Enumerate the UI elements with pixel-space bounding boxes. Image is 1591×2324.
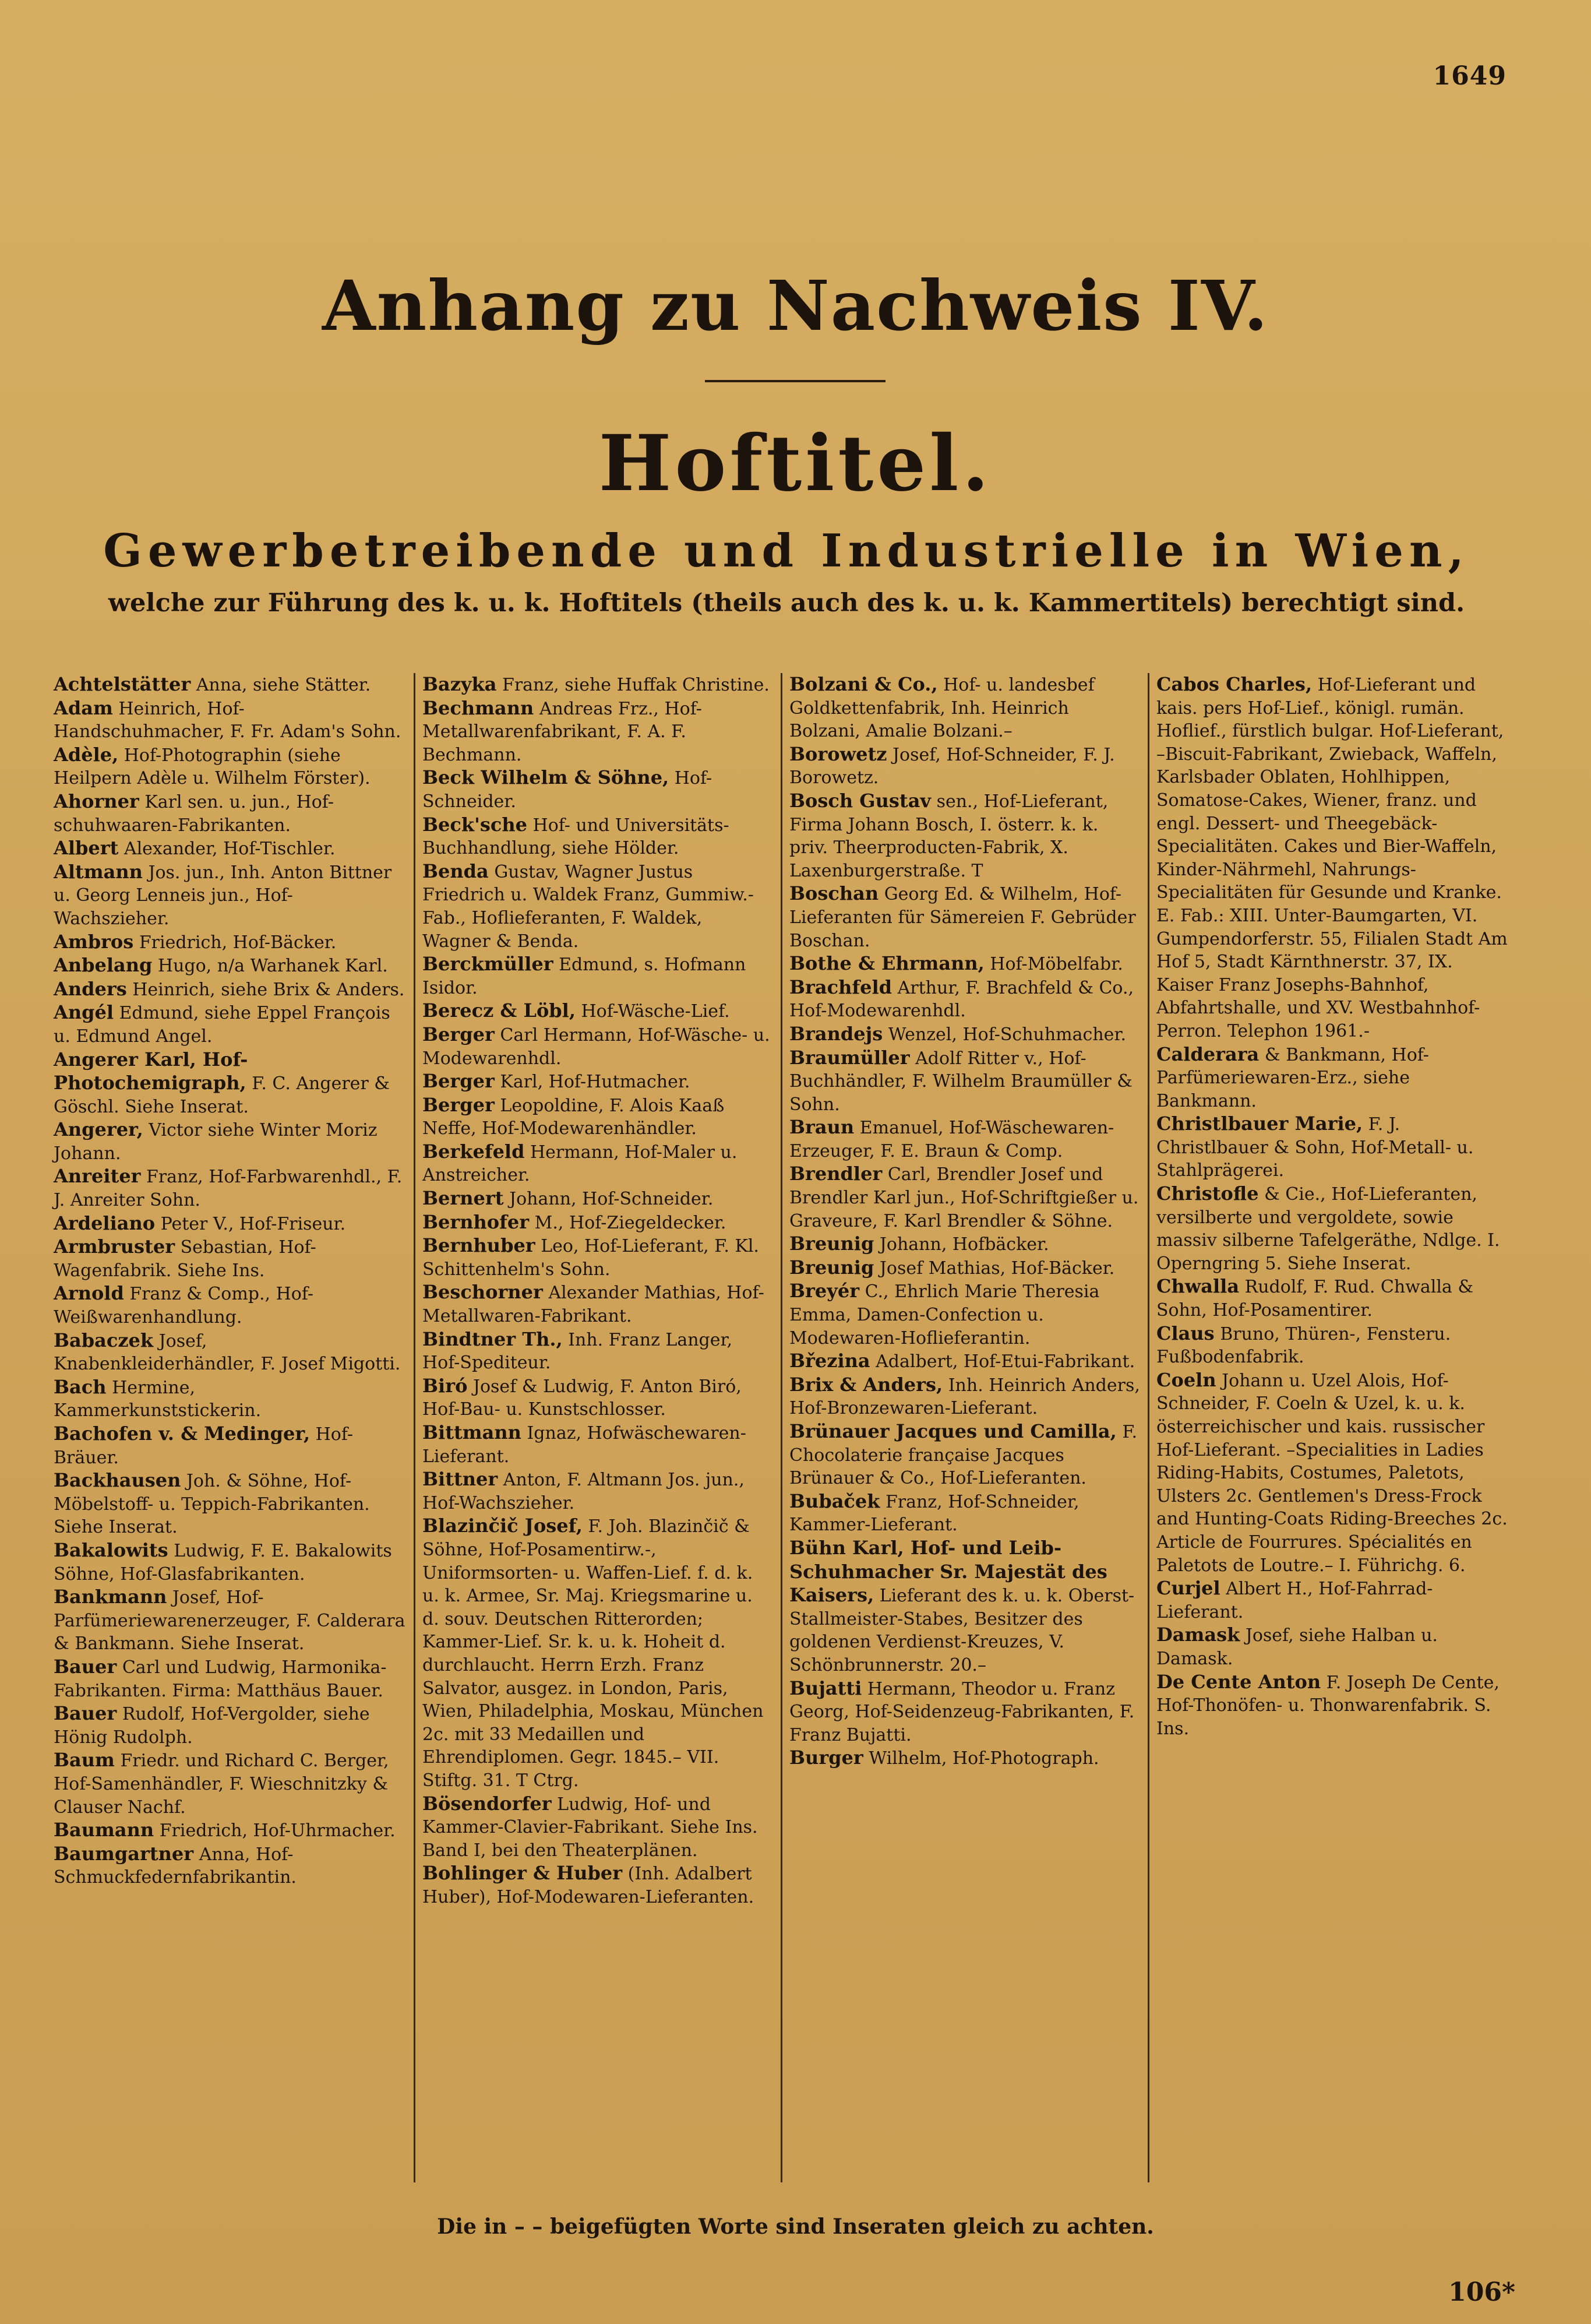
entry-name: Coeln [1156, 1368, 1216, 1391]
directory-entry [1156, 1671, 1508, 1741]
directory-entry [422, 1211, 774, 1235]
entry-name: Christlbauer Marie, [1156, 1112, 1363, 1135]
entry-name: Angerer, [54, 1118, 143, 1141]
directory-entry [54, 978, 407, 1002]
entry-description: F. Chocolaterie française Jacques Brünauer & Co., Hof-Lieferanten. [789, 1422, 1137, 1489]
entry-name: Bernhuber [422, 1234, 535, 1257]
entry-description: Friedrich, Hof-Uhrmacher. [159, 1821, 396, 1841]
directory-entry [54, 697, 407, 744]
entry-name: Calderara [1156, 1043, 1260, 1065]
entry-description: Alexander Mathias, Hof-Metallwaren-Fabrikant. [422, 1283, 764, 1327]
directory-entry [54, 1118, 407, 1165]
entry-name: Březina [789, 1350, 870, 1372]
entry-name: Brandejs [789, 1022, 883, 1045]
entry-name: Biró [422, 1374, 468, 1397]
directory-entry [789, 1374, 1141, 1420]
entry-name: Brünauer Jacques und Camilla, [789, 1420, 1117, 1442]
entry-description: Josef, siehe Halban u. Damask. [1156, 1625, 1438, 1669]
entry-description: Hermine, Kammerkunststickerin. [54, 1377, 262, 1421]
entry-description: Lieferant des k. u. k. Oberst-Stallmeister-Stabes, Besitzer des goldenen Verdienst-Kreuzes, V. Schönbrunnerstr. 20.– [789, 1586, 1135, 1675]
directory-entry [789, 1420, 1141, 1490]
entry-name: Bernhofer [422, 1210, 530, 1233]
subtitle: Gewerbetreibende und Industrielle in Wien, [103, 524, 1470, 578]
entry-description: Friedrich, Hof-Bäcker. [139, 932, 337, 953]
entry-description: Rudolf, F. Rud. Chwalla & Sohn, Hof-Posamentirer. [1156, 1277, 1474, 1321]
entry-description: Alexander, Hof-Tischler. [124, 839, 336, 860]
entry-description: & Cie., Hof-Lieferanten, versilberte und vergoldete, sowie massiv silberne Tafelgeräthe, Ndlge. I. Operngring 5. Siehe Inserat. [1156, 1184, 1500, 1274]
entry-description: M., Hof-Ziegeldecker. [534, 1212, 726, 1233]
directory-entry [54, 1329, 407, 1376]
entry-name: Angél [54, 1001, 114, 1024]
directory-entry [422, 697, 774, 767]
directory-entry [789, 673, 1141, 743]
directory-entry [54, 1235, 407, 1282]
entry-description: Inh. Heinrich Anders, Hof-Bronzewaren-Lieferant. [789, 1375, 1140, 1419]
directory-entry [789, 743, 1141, 790]
entry-description: Hof- und Universitäts-Buchhandlung, siehe Hölder. [422, 815, 729, 859]
entry-description: Anna, Hof-Schmuckfedernfabrikantin. [54, 1844, 297, 1888]
directory-entry [1156, 1369, 1508, 1577]
directory-entry [54, 744, 407, 790]
entry-name: Braumüller [789, 1046, 910, 1069]
directory-entry [1156, 1624, 1508, 1670]
entry-name: Baumgartner [54, 1842, 194, 1865]
entry-description: Victor siehe Winter Moriz Johann. [54, 1120, 378, 1164]
entry-name: Baumann [54, 1819, 154, 1841]
entry-name: Adèle, [54, 743, 119, 766]
entry-description: Edmund, siehe Eppel François u. Edmund Angel. [54, 1003, 390, 1047]
directory-entry [54, 1843, 407, 1889]
entry-description: Anna, siehe Stätter. [196, 675, 371, 695]
entry-name: Bankmann [54, 1586, 167, 1608]
directory-entry [422, 860, 774, 953]
entry-name: Cabos Charles, [1156, 673, 1313, 695]
entry-name: Breunig [789, 1233, 874, 1255]
entry-description: Ignaz, Hofwäschewaren-Lieferant. [422, 1423, 746, 1467]
directory-entry [54, 861, 407, 931]
entry-name: Bothe & Ehrmann, [789, 952, 985, 975]
entry-name: Bachofen v. & Medinger, [54, 1422, 311, 1445]
entry-description: Joh. & Söhne, Hof-Möbelstoff- u. Teppich-Fabrikanten. Siehe Inserat. [54, 1471, 370, 1538]
directory-entry [1156, 1112, 1508, 1182]
entry-name: Bohlinger & Huber [422, 1862, 623, 1885]
entry-name: Bechmann [422, 696, 534, 719]
entry-description: sen., Hof-Lieferant, Firma Johann Bosch, I. österr. k. k. priv. Theerproducten-Fabrik, X. Laxenburgerstraße. T [789, 791, 1109, 881]
entry-name: Ambros [54, 930, 134, 953]
entry-name: Bühn Karl, Hof- und Leib-Schuhmacher Sr. Majestät des Kaisers, [789, 1536, 1107, 1607]
entry-description: Leopoldine, F. Alois Kaaß Neffe, Hof-Modewarenhändler. [422, 1095, 725, 1139]
entry-description: Franz, Hof-Schneider, Kammer-Lieferant. [789, 1491, 1080, 1536]
entry-description: Josef, Hof-Schneider, F. J. Borowetz. [789, 744, 1115, 788]
directory-entry [789, 882, 1141, 952]
entry-name: Bujatti [789, 1677, 862, 1699]
entry-description: Heinrich, siehe Brix & Anders. [132, 979, 405, 1000]
entry-name: Berecz & Löbl, [422, 999, 576, 1022]
main-title: Anhang zu Nachweis IV. [322, 265, 1269, 346]
directory-entry [54, 1376, 407, 1422]
entry-description: C., Ehrlich Marie Theresia Emma, Damen-Confection u. Modewaren-Hoflieferantin. [789, 1281, 1100, 1348]
entry-name: Babaczek [54, 1329, 154, 1351]
entry-name: Backhausen [54, 1469, 181, 1492]
entry-description: Sebastian, Hof-Wagenfabrik. Siehe Ins. [54, 1237, 316, 1281]
directory-entry [422, 953, 774, 999]
directory-entry [422, 673, 774, 697]
entry-description: F. C. Angerer & Göschl. Siehe Inserat. [54, 1073, 390, 1117]
directory-entry [54, 1048, 407, 1119]
entry-description: Hof-Lieferant und kais. pers Hof-Lief., königl. rumän. Hoflief., fürstlich bulgar. Hof-Lieferant, –Biscuit-Fabrikant, Zwieback, Waffeln, Karlsbader Oblaten, Hohlhippen, Somatose-Cakes, Wiener, franz. und engl. Dessert- und Theegebäck-Specialitäten. Cakes und Bier-Waffeln, Kinder-Nährmehl, Nahrungs-Specialitäten für Gesunde und Kranke. E. Fab.: XIII. Unter-Baumgarten, VI. Gumpendorferstr. 55, Filialen Stadt Am Hof 5, Stadt Kärnthnerstr. 37, IX. Kaiser Franz Josephs-Bahnhof, Abfahrtshalle, und XV. Westbahnhof-Perron. Telephon 1961.- [1156, 675, 1508, 1041]
entry-description: Josef Mathias, Hof-Bäcker. [879, 1258, 1115, 1279]
directory-entry [1156, 673, 1508, 1043]
entry-description: Hermann, Theodor u. Franz Georg, Hof-Seidenzeug-Fabrikanten, F. Franz Bujatti. [789, 1678, 1135, 1745]
entry-name: Beschorner [422, 1281, 543, 1304]
entry-description: Albert H., Hof-Fahrrad-Lieferant. [1156, 1579, 1433, 1622]
entry-name: Bazyka [422, 673, 497, 695]
entry-name: Bittner [422, 1468, 498, 1491]
directory-entry [1156, 1182, 1508, 1275]
entry-name: Berger [422, 1023, 495, 1045]
directory-entry [422, 1281, 774, 1328]
entry-description: Arthur, F. Brachfeld & Co., Hof-Modewarenhdl. [789, 977, 1134, 1022]
entry-name: Bubaček [789, 1490, 880, 1512]
entry-description: Carl, Brendler Josef und Brendler Karl jun., Hof-Schriftgießer u. Graveure, F. Karl Brendler & Söhne. [789, 1164, 1139, 1231]
directory-entry [54, 1282, 407, 1329]
entry-name: Curjel [1156, 1577, 1220, 1600]
entry-name: Bösendorfer [422, 1792, 552, 1815]
entry-name: Albert [54, 837, 119, 860]
entry-description: Hermann, Hof-Maler u. Anstreicher. [422, 1142, 738, 1186]
entry-description: Hof-Möbelfabr. [990, 954, 1123, 975]
directory-entry [54, 1586, 407, 1656]
directory-entry [422, 1140, 774, 1187]
directory-entry [789, 1350, 1141, 1374]
entry-description: Friedr. und Richard C. Berger, Hof-Samenhändler, F. Wieschnitzky & Clauser Nachf. [54, 1751, 389, 1818]
directory-entry [422, 999, 774, 1023]
directory-entry [54, 1819, 407, 1843]
directory-entry [789, 976, 1141, 1023]
entry-description: F. Joseph De Cente, Hof-Thonöfen- u. Thonwarenfabrik. S. Ins. [1156, 1672, 1500, 1739]
directory-entry [422, 1421, 774, 1468]
directory-entry [54, 1749, 407, 1819]
entry-description: Johann u. Uzel Alois, Hof-Schneider, F. Coeln & Uzel, k. u. k. österreichischer und kais. russischer Hof-Lieferant. –Specialities in Ladies Riding-Habits, Costumes, Paletots, Ulsters 2c. Gentlemen's Dress-Frock and Hunting-Coats Riding-Breeches 2c. Article de Fourrures. Spécialités en Paletots de Loutre.– I. Führichg. 6. [1156, 1370, 1508, 1576]
entry-description: Edmund, s. Hofmann Isidor. [422, 955, 746, 998]
directory-entry [422, 814, 774, 860]
entry-name: Claus [1156, 1322, 1215, 1344]
entry-name: Berkefeld [422, 1140, 525, 1163]
entry-description: Hugo, n/a Warhanek Karl. [157, 956, 388, 977]
entry-name: Braun [789, 1116, 855, 1139]
directory-entry [422, 1328, 774, 1375]
entry-name: Bauer [54, 1655, 117, 1678]
entry-name: Bernert [422, 1187, 504, 1210]
entry-description: Carl Hermann, Hof-Wäsche- u. Modewarenhdl. [422, 1024, 770, 1069]
directory-entry [422, 1234, 774, 1281]
entry-description: Inh. Franz Langer, Hof-Spediteur. [422, 1329, 733, 1374]
entry-description: Leo, Hof-Lieferant, F. Kl. Schittenhelm's Sohn. [422, 1236, 759, 1280]
entry-name: Anbelang [54, 954, 153, 977]
entry-name: Berger [422, 1070, 495, 1093]
directory-entry [422, 1468, 774, 1515]
directory-column [414, 673, 781, 2182]
entry-description: Carl und Ludwig, Harmonika-Fabrikanten. Firma: Matthäus Bauer. [54, 1657, 387, 1701]
entry-name: Borowetz [789, 742, 887, 765]
entry-description: Johann, Hof-Schneider. [509, 1189, 714, 1210]
entry-name: Anreiter [54, 1165, 141, 1188]
entry-name: Ahorner [54, 790, 139, 812]
directory-entry [789, 1047, 1141, 1117]
entry-name: Blazinčič Josef, [422, 1515, 583, 1537]
entry-name: Bakalowits [54, 1538, 168, 1561]
entry-name: Anders [54, 977, 127, 1000]
directory-entry [54, 931, 407, 955]
entry-name: Altmann [54, 860, 143, 883]
entry-description: Wilhelm, Hof-Photograph. [869, 1748, 1099, 1769]
footer-note: Die in – – beigefügten Worte sind Inseraten gleich zu achten. [437, 2214, 1154, 2239]
entry-name: Armbruster [54, 1235, 175, 1258]
directory-column [781, 673, 1148, 2182]
entry-description: Josef & Ludwig, F. Anton Biró, Hof-Bau- u. Kunstschlosser. [422, 1376, 742, 1420]
entry-name: Bindtner Th., [422, 1328, 563, 1350]
directory-entry [789, 1677, 1141, 1747]
directory-entry [422, 1793, 774, 1862]
entry-name: Bosch Gustav [789, 789, 932, 812]
entry-name: Berger [422, 1093, 495, 1116]
entry-description: Franz, Hof-Farbwarenhdl., F. J. Anreiter Sohn. [54, 1167, 403, 1211]
directory-entry [422, 766, 774, 813]
entry-description: F. Joh. Blazinčič & Söhne, Hof-Posamentirw.-, Uniformsorten- u. Waffen-Lief. f. d. k. u. k. Armee, Sr. Maj. Kriegsmarine u. d. souv. Deutschen Ritterorden; Kammer-Lief. Sr. k. u. k. Hoheit d. durchlaucht. Herrn Erzh. Franz Salvator, ausgez. in London, Paris, Wien, Philadelphia, Moskau, München 2c. mit 33 Medaillen und Ehrendiplomen. Gegr. 1845.– VII. Stiftg. 31. T Ctrg. [422, 1516, 764, 1791]
directory-entry [422, 1862, 774, 1909]
directory-column [1148, 673, 1515, 2182]
entry-description: Heinrich, Hof-Handschuhmacher, F. Fr. Adam's Sohn. [54, 698, 401, 742]
title-divider [705, 380, 886, 382]
entry-name: Bauer [54, 1702, 117, 1725]
directory-column [47, 673, 414, 2182]
entry-name: Brachfeld [789, 976, 892, 998]
entry-description: Wenzel, Hof-Schuhmacher. [888, 1024, 1126, 1045]
entry-name: Bittmann [422, 1421, 521, 1443]
entry-name: Berckmüller [422, 953, 553, 976]
entry-description: Bruno, Thüren-, Fensteru. Fußbodenfabrik. [1156, 1323, 1451, 1368]
directory-entry [54, 1469, 407, 1539]
entry-name: Boschan [789, 882, 879, 905]
entry-description: Johann, Hofbäcker. [879, 1234, 1049, 1255]
section-title: Hoftitel. [598, 418, 993, 509]
directory-entry [54, 1702, 407, 1749]
page-number: 1649 [1433, 61, 1507, 91]
entry-description: Josef, Hof-Parfümeriewarenerzeuger, F. Calderara & Bankmann. Siehe Inserat. [54, 1587, 405, 1654]
entry-name: De Cente Anton [1156, 1670, 1321, 1693]
entry-description: Hof-Photographin (siehe Heilpern Adèle u. Wilhelm Förster). [54, 745, 371, 789]
directory-entry [789, 790, 1141, 882]
directory-entry [422, 1070, 774, 1094]
directory-entry [789, 1490, 1141, 1537]
directory-entry [1156, 1043, 1508, 1113]
entry-name: Breyér [789, 1280, 860, 1302]
entry-name: Brendler [789, 1163, 883, 1185]
entry-name: Brix & Anders, [789, 1373, 943, 1396]
entry-description: Peter V., Hof-Friseur. [160, 1213, 346, 1234]
directory-entry [789, 1256, 1141, 1280]
entry-name: Christofle [1156, 1182, 1259, 1205]
directory-entry [422, 1023, 774, 1070]
directory-entry [54, 1539, 407, 1586]
entry-description: F. J. Christlbauer & Sohn, Hof-Metall- u. Stahlprägerei. [1156, 1114, 1474, 1181]
entry-name: Ardeliano [54, 1212, 156, 1234]
entry-name: Chwalla [1156, 1275, 1240, 1298]
entry-description: Gustav, Wagner Justus Friedrich u. Waldek Franz, Gummiw.-Fab., Hoflieferanten, F. Waldek, Wagner & Benda. [422, 861, 754, 952]
entry-description: Rudolf, Hof-Vergolder, siehe Hönig Rudolph. [54, 1704, 370, 1748]
entry-description: Andreas Frz., Hof-Metallwarenfabrikant, F. A. F. Bechmann. [422, 698, 702, 765]
directory-entry [789, 952, 1141, 976]
entry-description: (Inh. Adalbert Huber), Hof-Modewaren-Lieferanten. [422, 1864, 754, 1907]
directory-entry [54, 954, 407, 978]
directory-columns [47, 673, 1515, 2182]
entry-name: Angerer Karl, Hof-Photochemigraph, [54, 1048, 248, 1094]
entry-description: Jos. jun., Inh. Anton Bittner u. Georg Lenneis jun., Hof-Wachszieher. [54, 862, 392, 929]
entry-description: Karl, Hof-Hutmacher. [500, 1072, 690, 1093]
entry-description: Ludwig, Hof- und Kammer-Clavier-Fabrikant. Siehe Ins. Band I, bei den Theaterplänen. [422, 1794, 758, 1861]
entry-name: Beck'sche [422, 813, 527, 836]
entry-name: Breunig [789, 1256, 874, 1279]
directory-entry [789, 1233, 1141, 1256]
entry-description: Ludwig, F. E. Bakalowits Söhne, Hof-Glasfabrikanten. [54, 1540, 392, 1584]
entry-description: Hof-Bräuer. [54, 1424, 354, 1468]
entry-name: Bach [54, 1375, 107, 1398]
directory-entry [54, 1656, 407, 1702]
directory-entry [422, 1515, 774, 1792]
tagline: welche zur Führung des k. u. k. Hoftitels (theils auch des k. u. k. Kammertitels) berechtigt sind. [108, 589, 1465, 618]
entry-description: Anton, F. Altmann Jos. jun., Hof-Wachszieher. [422, 1470, 745, 1513]
entry-description: & Bankmann, Hof-Parfümeriewaren-Erz., siehe Bankmann. [1156, 1044, 1429, 1111]
directory-entry [54, 790, 407, 837]
directory-entry [54, 673, 407, 697]
entry-description: Hof- u. landesbef Goldkettenfabrik, Inh. Heinrich Bolzani, Amalie Bolzani.– [789, 675, 1095, 742]
entry-description: Franz & Comp., Hof-Weißwarenhandlung. [54, 1284, 313, 1328]
entry-description: Franz, siehe Huffak Christine. [502, 675, 770, 695]
entry-name: Damask [1156, 1624, 1240, 1646]
entry-name: Bolzani & Co., [789, 673, 938, 695]
directory-entry [54, 1165, 407, 1212]
directory-entry [789, 1746, 1141, 1770]
directory-entry [789, 1280, 1141, 1350]
entry-name: Arnold [54, 1282, 124, 1305]
entry-description: Georg Ed. & Wilhelm, Hof-Lieferanten für Sämereien F. Gebrüder Boschan. [789, 884, 1136, 951]
entry-name: Baum [54, 1749, 115, 1772]
directory-entry [422, 1375, 774, 1421]
entry-description: Emanuel, Hof-Wäschewaren-Erzeuger, F. E. Braun & Comp. [789, 1118, 1114, 1161]
entry-description: Hof-Schneider. [422, 768, 712, 812]
signature-mark: 106* [1448, 2277, 1515, 2307]
directory-entry [54, 1212, 407, 1236]
entry-name: Adam [54, 696, 113, 719]
entry-description: Josef, Knabenkleiderhändler, F. Josef Migotti. [54, 1330, 401, 1375]
directory-entry [1156, 1275, 1508, 1322]
entry-description: Adalbert, Hof-Etui-Fabrikant. [876, 1351, 1135, 1372]
directory-entry [789, 1023, 1141, 1047]
directory-entry [54, 1001, 407, 1048]
directory-entry [789, 1537, 1141, 1677]
entry-name: Benda [422, 860, 489, 882]
directory-entry [422, 1187, 774, 1211]
directory-entry [789, 1116, 1141, 1163]
entry-description: Hof-Wäsche-Lief. [581, 1001, 730, 1022]
directory-entry [1156, 1322, 1508, 1369]
entry-name: Burger [789, 1746, 863, 1769]
entry-name: Achtelstätter [54, 673, 191, 695]
directory-entry [789, 1163, 1141, 1233]
directory-entry [54, 837, 407, 861]
directory-entry [422, 1094, 774, 1140]
directory-entry [1156, 1577, 1508, 1624]
entry-description: Karl sen. u. jun., Hof-schuhwaaren-Fabrikanten. [54, 791, 334, 836]
entry-description: Adolf Ritter v., Hof-Buchhändler, F. Wilhelm Braumüller & Sohn. [789, 1048, 1133, 1115]
entry-name: Beck Wilhelm & Söhne, [422, 766, 669, 789]
directory-entry [54, 1422, 407, 1469]
